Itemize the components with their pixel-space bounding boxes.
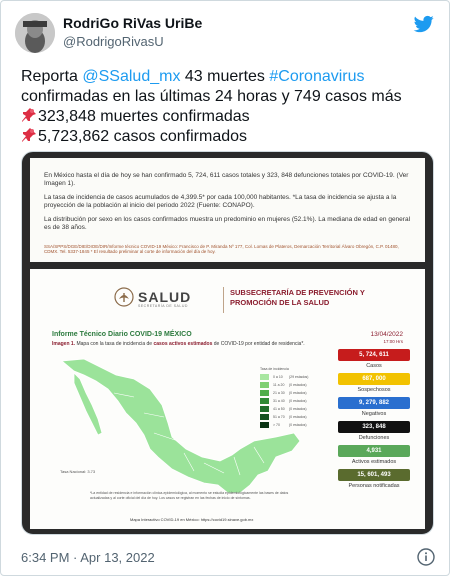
legend-row [260, 413, 308, 421]
legend-count: (0 estados) [289, 423, 307, 427]
legend-swatch [260, 374, 269, 380]
report-paragraph-2: La tasa de incidencia de casos acumulados de 4,399.5* por cada 100,000 habitantes. *La tasa de incidencia se ajusta a la proyección de la población al inicio del periodo 2022 (Fuente: CONAPO). [44, 194, 397, 209]
legend-swatch [260, 406, 269, 412]
legend-row [260, 373, 308, 381]
deaths-line: 323,848 muertes confirmadas [38, 108, 250, 125]
report-page [30, 269, 425, 529]
report-paragraph-1: En México hasta el día de hoy se han confirmado 5, 724, 611 casos totales y 323, 848 defunciones totales por COVID-19. (Ver Imagen 1). [44, 172, 409, 187]
cases-line: 5,723,862 casos confirmados [38, 128, 248, 145]
twitter-bird-icon[interactable] [413, 14, 435, 34]
legend-swatch [260, 398, 269, 404]
subsec-line-1: SUBSECRETARÍA DE PREVENCIÓN Y [230, 288, 365, 297]
stat-label: Negativos [361, 411, 387, 417]
stat-label: Personas notificadas [348, 483, 400, 489]
pushpin-icon [21, 127, 37, 143]
stat-value: 4,931 [338, 445, 410, 457]
report-date-value: 13/04/2022 [370, 331, 403, 338]
legend-row [260, 405, 308, 413]
map-footnote: *La entidad de residencia e información clínica-epidemiológica, al momento se estudia epidemiológicamente las bases de datos actualizadas y al corte oficial del día de hoy. Los casos se registran en las fechas de inicio de síntomas. [90, 491, 289, 500]
legend-row [260, 397, 308, 405]
mention-link[interactable]: @SSalud_mx [82, 68, 181, 85]
national-rate: Tasa Nacional: 3.73 [60, 469, 96, 474]
image-label: Imagen 1. [52, 341, 76, 347]
legend-swatch [260, 414, 269, 420]
info-icon[interactable] [417, 548, 435, 566]
image-desc-a: Mapa con la tasa de incidencia de [75, 341, 154, 347]
header-divider [223, 287, 224, 313]
legend-range: 41 a 50 [273, 407, 285, 411]
stat-label: Casos [366, 363, 382, 369]
legend-range: 31 a 40 [273, 399, 285, 403]
report-time-value: 17:00 Hrs [383, 339, 403, 344]
stat-value: 687, 000 [338, 373, 410, 385]
legend-swatch [260, 390, 269, 396]
author-name[interactable]: RodriGo RiVas UriBe [63, 15, 203, 31]
report-paragraph-3: La distribución por sexo en los casos confirmados muestra un predominio en mujeres (52.1%). La mediana de edad en general es de 38 años. [44, 216, 411, 231]
tweet-text [21, 67, 436, 147]
pushpin-icon [21, 107, 37, 123]
tweet-line-2: confirmadas en las últimas 24 horas y 749 casos más [21, 88, 402, 105]
author-avatar[interactable] [15, 13, 55, 53]
tweet-line-3 [21, 107, 436, 127]
legend-count: (0 estados) [289, 415, 307, 419]
report-date [370, 331, 403, 345]
stat-value: 5, 724, 611 [338, 349, 410, 361]
image-desc-b: casos activos estimados [153, 341, 213, 347]
tweet-line1-prefix: Reporta [21, 68, 83, 85]
legend-row [260, 421, 308, 429]
legend-count: (0 estados) [289, 399, 307, 403]
interactive-map-link: Mapa Interactivo COVID-19 en México: https://covid19.sinave.gob.mx [130, 517, 254, 522]
stat-label: Activos estimados [351, 459, 397, 465]
hashtag-link[interactable]: #Coronavirus [269, 68, 365, 85]
report-footer: SSA/SPPS/DGE/DIE/DIOE/DIR/Informe técnico COVID-19 México: Francisco de P. Miranda Nº 177, Col. Lomas de Plateros, Demarcación Territorial Álvaro Obregón, C.P. 01480, CDMX. Tel. 5337-1845 * El resultado preliminar al corte de información del día de hoy. [44, 244, 399, 254]
legend-range: 51 a 70 [273, 415, 285, 419]
subsec-line-2: PROMOCIÓN DE LA SALUD [230, 298, 330, 307]
legend-swatch [260, 422, 269, 428]
legend-range: > 70 [273, 423, 280, 427]
stat-value: 323, 848 [338, 421, 410, 433]
salud-wordmark: SALUD [138, 289, 192, 305]
tweet-line-4 [21, 127, 436, 147]
stat-label: Defunciones [358, 435, 390, 441]
legend-range: 21 a 30 [273, 391, 285, 395]
report-title: Informe Técnico Diario COVID-19 MÉXICO [52, 331, 192, 338]
tweet-media-image[interactable] [21, 151, 434, 535]
tweet-line-1 [21, 67, 436, 87]
stats-panel [338, 349, 410, 493]
legend-count: (0 estados) [289, 383, 307, 387]
tweet-timestamp[interactable]: 6:34 PM · Apr 13, 2022 [21, 550, 155, 565]
stat-value: 9, 279, 882 [338, 397, 410, 409]
salud-subtitle: SECRETARÍA DE SALUD [138, 304, 188, 308]
legend-title: Tasa de incidencia [260, 367, 289, 371]
legend-count: (29 estados) [289, 375, 309, 379]
map-legend [260, 367, 308, 429]
legend-count: (0 estados) [289, 407, 307, 411]
subsecretaria-title [230, 288, 365, 308]
author-handle[interactable]: @RodrigoRivasU [63, 34, 164, 49]
legend-swatch [260, 382, 269, 388]
stat-label: Sospechosos [357, 387, 391, 393]
tweet-line1-mid: 43 muertes [180, 68, 270, 85]
stat-value: 15, 601, 493 [338, 469, 410, 481]
image-caption [52, 341, 305, 347]
legend-count: (0 estados) [289, 391, 307, 395]
legend-row [260, 381, 308, 389]
legend-range: 0 a 10 [273, 375, 283, 379]
image-desc-c: de COVID-19 por entidad de residencia*. [212, 341, 305, 347]
legend-range: 11 a 20 [273, 383, 285, 387]
legend-row [260, 389, 308, 397]
salud-logo-icon [114, 287, 134, 307]
report-excerpt-top [30, 158, 425, 262]
